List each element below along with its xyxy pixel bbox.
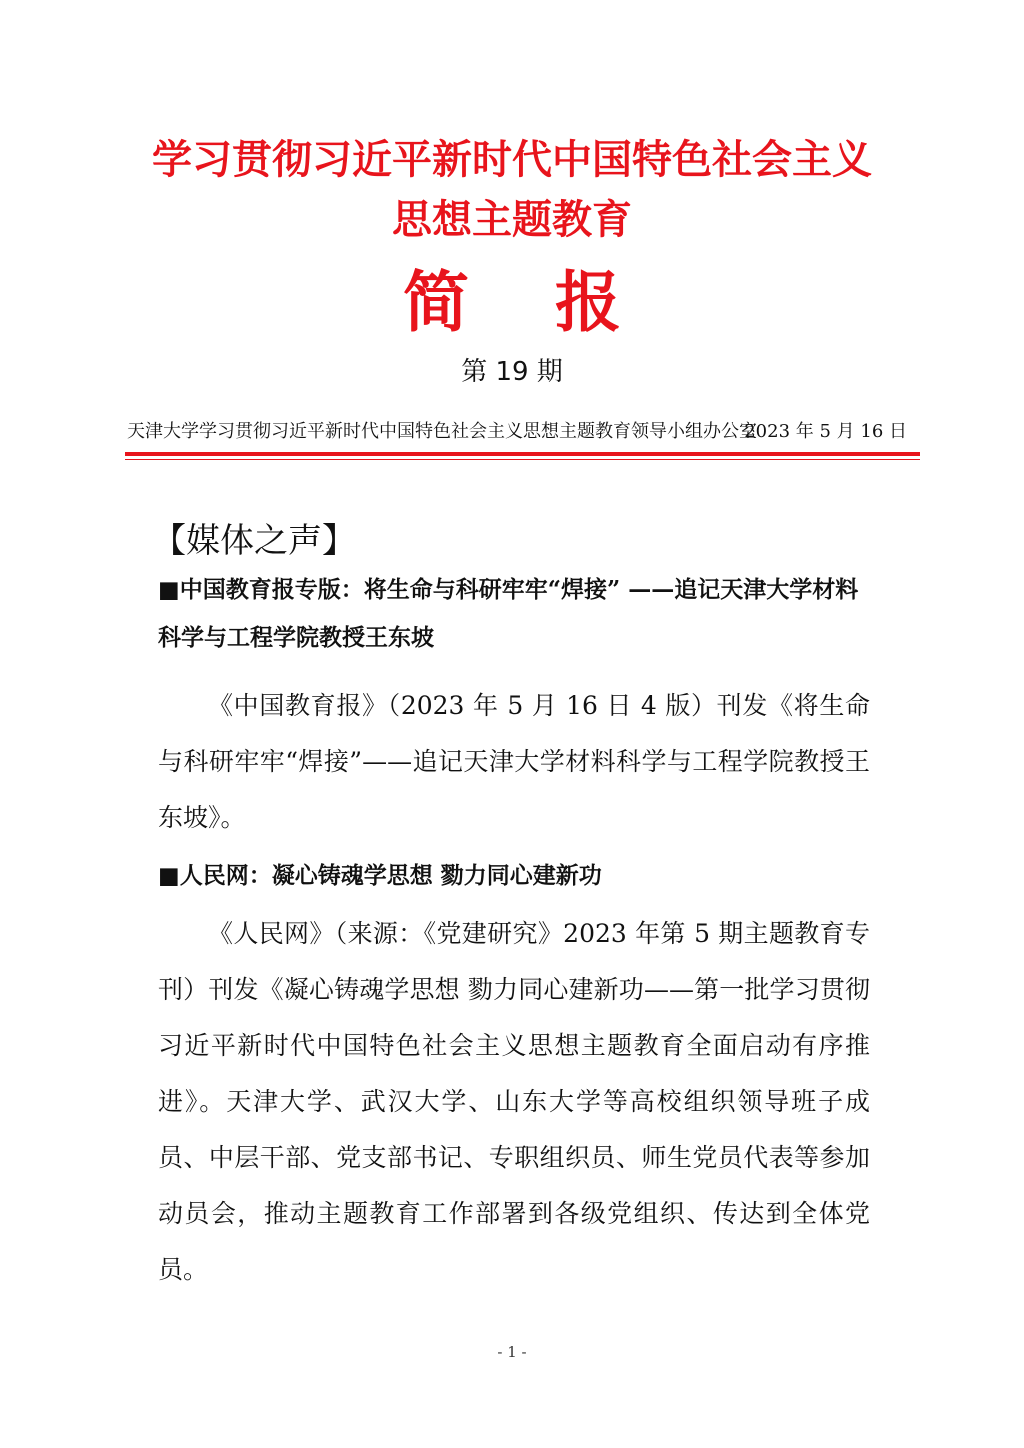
bulletin-char-2: 报 [555,263,621,341]
issue-date: 2023 年 5 月 16 日 [744,421,907,442]
section-title: 【媒体之声】 [152,521,356,561]
header-divider-thin [125,459,920,460]
bulletin-char-1: 简 [403,263,469,341]
issue-number: 第 19 期 [461,357,563,387]
document-title-line-2: 思想主题教育 [392,197,632,243]
article-body: 《中国教育报》（2023 年 5 月 16 日 4 版）刊发《将生命与科研牢牢“焊接”——追记天津大学材料科学与工程学院教授王东坡》。 [158,691,870,832]
bulletin-heading [0,262,1024,342]
article-body: 《人民网》（来源：《党建研究》2023 年第 5 期主题教育专刊）刊发《凝心铸魂学思想 勠力同心建新功——第一批学习贯彻习近平新时代中国特色社会主义思想主题教育全面启动有序推进》。天津大学、武汉大学、山东大学等高校组织领导班子成员、中层干部、党支部书记、专职组织员、师生党员代表等参加动员会，推动主题教育工作部署到各级党组织、传达到全体党员。 [158,919,870,1284]
header-divider-thick [125,452,920,456]
article-headline: ■人民网：凝心铸魂学思想 勠力同心建新功 [158,862,602,889]
issuer-organization: 天津大学学习贯彻习近平新时代中国特色社会主义思想主题教育领导小组办公室 [127,421,757,442]
article-headline: ■中国教育报专版：将生命与科研牢牢“焊接” ——追记天津大学材料科学与工程学院教授王东坡 [158,576,859,651]
document-title-line-1: 学习贯彻习近平新时代中国特色社会主义 [152,137,872,183]
page-number: - 1 - [497,1343,527,1361]
